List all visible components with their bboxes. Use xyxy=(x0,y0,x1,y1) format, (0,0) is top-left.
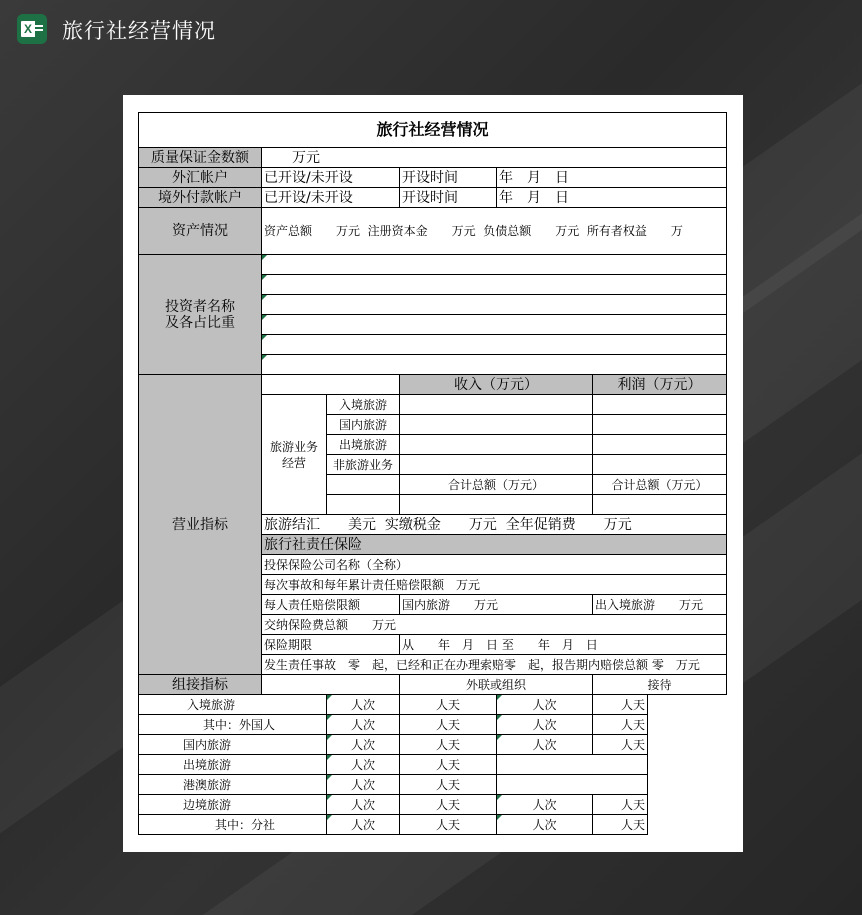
person-days-cell[interactable]: 人天 xyxy=(400,775,497,795)
reception-row-label: 其中：外国人 xyxy=(139,715,327,735)
investor-row[interactable] xyxy=(262,275,727,295)
reception-rows xyxy=(139,695,727,835)
business-item-domestic: 国内旅游 xyxy=(327,415,400,435)
person-days-cell[interactable]: 人天 xyxy=(593,795,648,815)
investor-row[interactable] xyxy=(262,315,727,335)
person-times-cell[interactable]: 人次 xyxy=(327,695,400,715)
profit-cell[interactable] xyxy=(593,415,727,435)
reception-row xyxy=(139,775,727,795)
app-title: 旅行社经营情况 xyxy=(62,19,216,43)
business-label: 营业指标 xyxy=(139,375,262,675)
business-item-outbound: 出境旅游 xyxy=(327,435,400,455)
investor-row[interactable] xyxy=(262,255,727,275)
insurance-period-value[interactable]: 从 年 月 日 至 年 月 日 xyxy=(400,635,727,655)
reception-row-label: 出境旅游 xyxy=(139,755,327,775)
reception-row-label: 入境旅游 xyxy=(139,695,327,715)
deposit-label: 质量保证金数额 xyxy=(139,148,262,168)
person-times-cell[interactable]: 人次 xyxy=(497,735,593,755)
income-cell[interactable] xyxy=(400,435,593,455)
overseas-status[interactable]: 已开设/未开设 xyxy=(262,188,400,208)
overseas-date[interactable]: 年 月 日 xyxy=(497,188,727,208)
reception-empty-cell[interactable] xyxy=(497,755,648,775)
income-header: 收入（万元） xyxy=(400,375,593,395)
profit-cell[interactable] xyxy=(593,435,727,455)
total-income-value[interactable] xyxy=(400,495,593,515)
reception-row xyxy=(139,815,727,835)
per-person-inout[interactable]: 出入境旅游 万元 xyxy=(593,595,727,615)
title-bar xyxy=(0,0,862,60)
assets-values[interactable]: 资产总额 万元 注册资本金 万元 负债总额 万元 所有者权益 万 xyxy=(262,208,727,255)
person-times-cell[interactable]: 人次 xyxy=(497,815,593,835)
org-header: 外联或组织 xyxy=(400,675,593,695)
tourism-business-label: 旅游业务 经营 xyxy=(262,395,327,515)
investors-label-line1: 投资者名称 xyxy=(165,298,235,315)
income-cell[interactable] xyxy=(400,395,593,415)
person-times-cell[interactable]: 人次 xyxy=(497,695,593,715)
insurance-header: 旅行社责任保险 xyxy=(262,535,727,555)
reception-row-label: 边境旅游 xyxy=(139,795,327,815)
total-income-label: 合计总额（万元） xyxy=(400,475,593,495)
total-profit-label: 合计总额（万元） xyxy=(593,475,727,495)
profit-header: 利润（万元） xyxy=(593,375,727,395)
forex-label: 外汇帐户 xyxy=(139,168,262,188)
premium-total[interactable]: 交纳保险费总额 万元 xyxy=(262,615,727,635)
person-times-cell[interactable]: 人次 xyxy=(327,775,400,795)
settlement-line[interactable]: 旅游结汇 美元 实缴税金 万元 全年促销费 万元 xyxy=(262,515,727,535)
per-person-limit-label: 每人责任赔偿限额 xyxy=(262,595,400,615)
person-times-cell[interactable]: 人次 xyxy=(497,795,593,815)
person-days-cell[interactable]: 人天 xyxy=(400,795,497,815)
insurance-limit[interactable]: 每次事故和每年累计责任赔偿限额 万元 xyxy=(262,575,727,595)
profit-cell[interactable] xyxy=(593,455,727,475)
reception-row xyxy=(139,735,727,755)
person-days-cell[interactable]: 人天 xyxy=(400,755,497,775)
person-days-cell[interactable]: 人天 xyxy=(593,695,648,715)
person-times-cell[interactable]: 人次 xyxy=(327,755,400,775)
profit-cell[interactable] xyxy=(593,395,727,415)
person-days-cell[interactable]: 人天 xyxy=(593,715,648,735)
per-person-domestic[interactable]: 国内旅游 万元 xyxy=(400,595,593,615)
reception-header: 接待 xyxy=(593,675,727,695)
reception-row xyxy=(139,715,727,735)
person-days-cell[interactable]: 人天 xyxy=(593,735,648,755)
investor-row[interactable] xyxy=(262,295,727,315)
person-days-cell[interactable]: 人天 xyxy=(400,695,497,715)
sheet-title: 旅行社经营情况 xyxy=(139,113,727,148)
reception-row xyxy=(139,795,727,815)
person-days-cell[interactable]: 人天 xyxy=(400,735,497,755)
person-times-cell[interactable]: 人次 xyxy=(327,815,400,835)
form-table xyxy=(138,112,727,835)
investors-label-line2: 及各占比重 xyxy=(165,314,235,331)
total-profit-value[interactable] xyxy=(593,495,727,515)
person-times-cell[interactable]: 人次 xyxy=(327,795,400,815)
reception-row-label: 港澳旅游 xyxy=(139,775,327,795)
insurance-company[interactable]: 投保保险公司名称（全称） xyxy=(262,555,727,575)
income-cell[interactable] xyxy=(400,415,593,435)
forex-date[interactable]: 年 月 日 xyxy=(497,168,727,188)
business-item-inbound: 入境旅游 xyxy=(327,395,400,415)
person-times-cell[interactable]: 人次 xyxy=(327,715,400,735)
deposit-value[interactable]: 万元 xyxy=(262,148,727,168)
person-days-cell[interactable]: 人天 xyxy=(400,815,497,835)
investor-row[interactable] xyxy=(262,335,727,355)
reception-row xyxy=(139,695,727,715)
person-times-cell[interactable]: 人次 xyxy=(327,735,400,755)
person-days-cell[interactable]: 人天 xyxy=(593,815,648,835)
person-times-cell[interactable]: 人次 xyxy=(497,715,593,735)
income-cell[interactable] xyxy=(400,455,593,475)
forex-status[interactable]: 已开设/未开设 xyxy=(262,168,400,188)
person-days-cell[interactable]: 人天 xyxy=(400,715,497,735)
reception-row xyxy=(139,755,727,775)
form-sheet xyxy=(138,112,726,835)
forex-open-time: 开设时间 xyxy=(400,168,497,188)
investor-row[interactable] xyxy=(262,355,727,375)
incidents-line[interactable]: 发生责任事故 零 起，已经和正在办理索赔零 起，报告期内赔偿总额 零 万元 xyxy=(262,655,727,675)
insurance-period-label: 保险期限 xyxy=(262,635,400,655)
reception-row-label: 其中：分社 xyxy=(139,815,327,835)
assets-label: 资产情况 xyxy=(139,208,262,255)
overseas-label: 境外付款帐户 xyxy=(139,188,262,208)
investors-label xyxy=(139,255,262,375)
overseas-open-time: 开设时间 xyxy=(400,188,497,208)
reception-row-label: 国内旅游 xyxy=(139,735,327,755)
reception-empty-cell[interactable] xyxy=(497,775,648,795)
reception-label: 组接指标 xyxy=(139,675,262,695)
excel-icon: X xyxy=(17,14,47,44)
business-item-non-tourism: 非旅游业务 xyxy=(327,455,400,475)
